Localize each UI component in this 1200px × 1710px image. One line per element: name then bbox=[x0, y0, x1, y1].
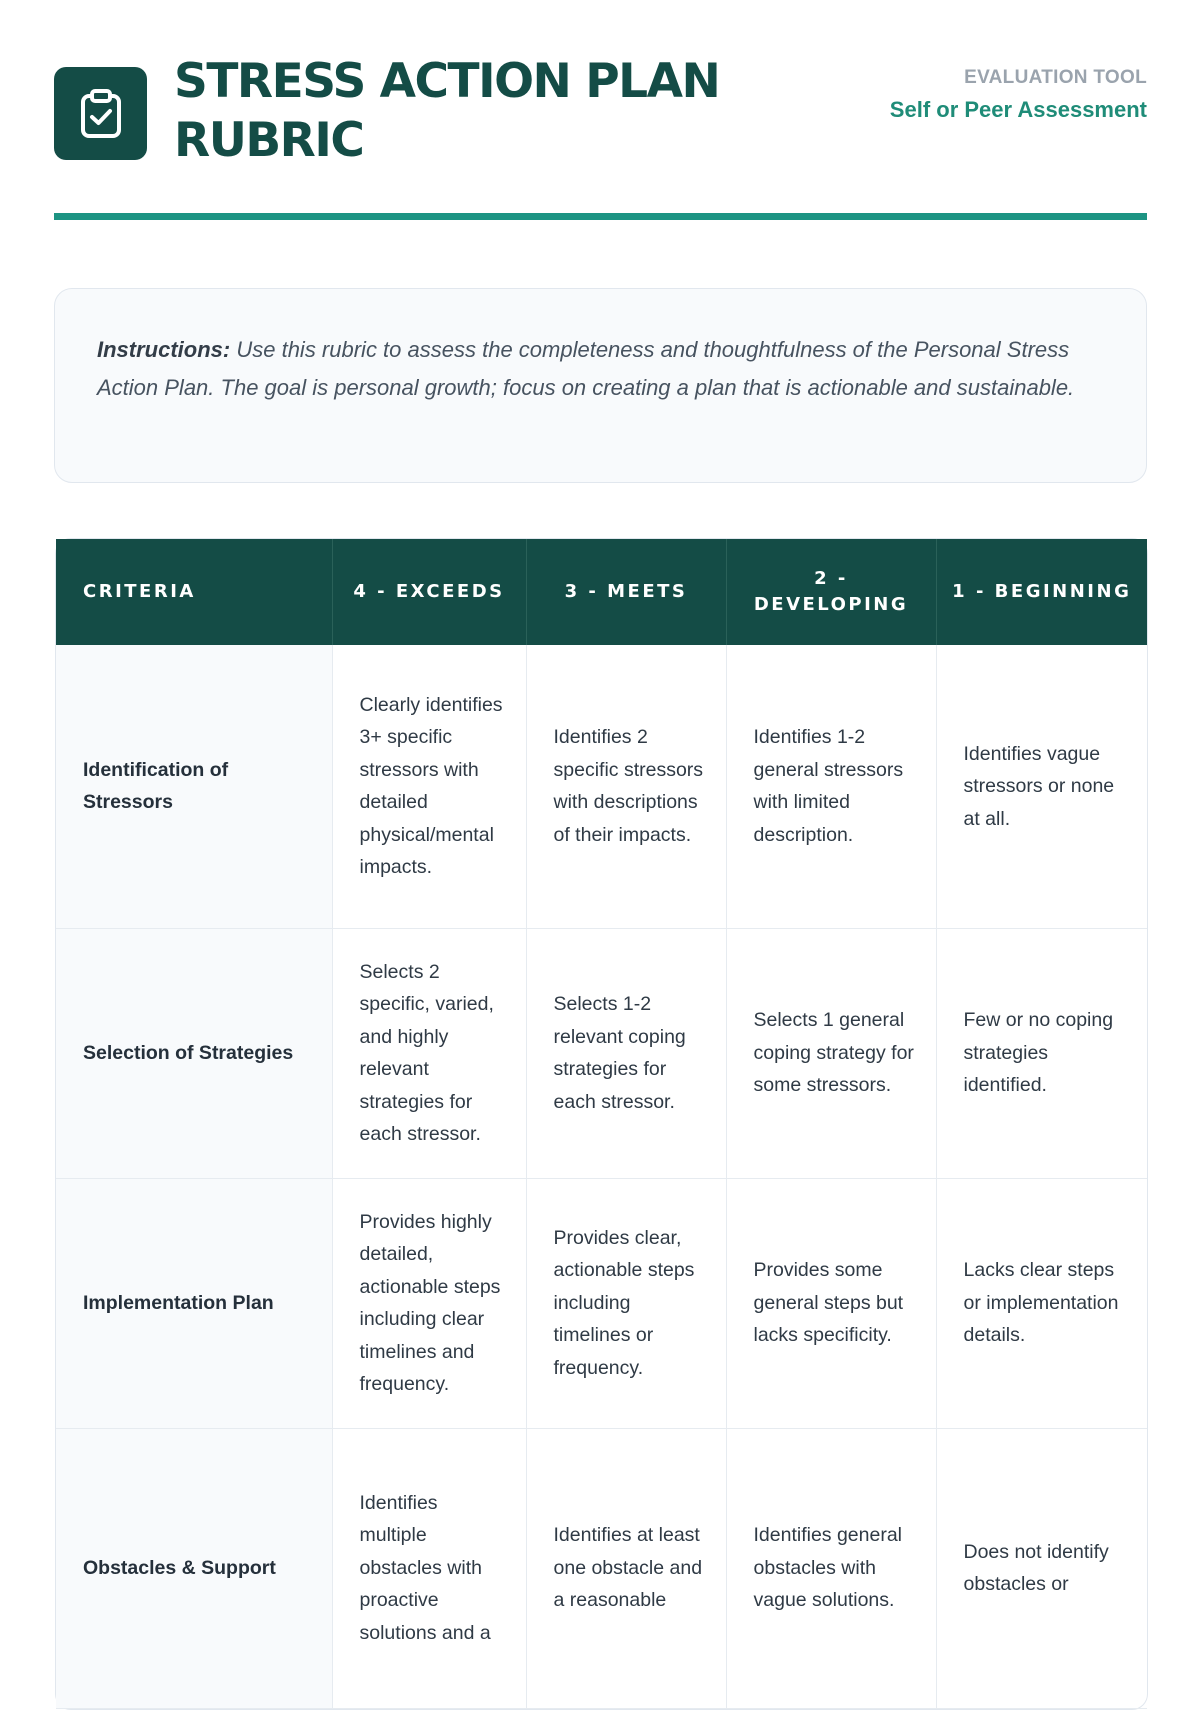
column-header-developing: 2 - DEVELOPING bbox=[726, 539, 936, 645]
column-header-meets: 3 - MEETS bbox=[526, 539, 726, 645]
beginning-cell: Does not identify obstacles or bbox=[936, 1428, 1147, 1708]
meets-cell: Identifies 2 specific stressors with descriptions of their impacts. bbox=[526, 645, 726, 928]
instructions-text bbox=[97, 331, 1104, 407]
evaluation-label: EVALUATION TOOL bbox=[964, 67, 1147, 88]
exceeds-cell: Selects 2 specific, varied, and highly relevant strategies for each stressor. bbox=[332, 928, 526, 1178]
exceeds-cell: Provides highly detailed, actionable steps including clear timelines and frequency. bbox=[332, 1178, 526, 1428]
developing-cell: Identifies 1-2 general stressors with limited description. bbox=[726, 645, 936, 928]
exceeds-cell: Clearly identifies 3+ specific stressors with detailed physical/mental impacts. bbox=[332, 645, 526, 928]
table-row bbox=[56, 1428, 1147, 1708]
header bbox=[54, 52, 1147, 172]
meets-cell: Identifies at least one obstacle and a reasonable bbox=[526, 1428, 726, 1708]
column-header-criteria: CRITERIA bbox=[56, 539, 332, 645]
meets-cell: Provides clear, actionable steps including timelines or frequency. bbox=[526, 1178, 726, 1428]
table-row bbox=[56, 1178, 1147, 1428]
evaluation-info bbox=[887, 66, 1147, 126]
instructions-body: Use this rubric to assess the completeness and thoughtfulness of the Personal Stress Action Plan. The goal is personal growth; focus on creating a plan that is actionable and sustainable. bbox=[97, 337, 1075, 400]
beginning-cell: Lacks clear steps or implementation details. bbox=[936, 1178, 1147, 1428]
beginning-cell: Few or no coping strategies identified. bbox=[936, 928, 1147, 1178]
rubric-table bbox=[55, 538, 1148, 1710]
criteria-cell: Selection of Strategies bbox=[56, 928, 332, 1178]
table-row bbox=[56, 645, 1147, 928]
table-header-row bbox=[56, 539, 1147, 645]
clipboard-check-icon bbox=[79, 89, 123, 139]
developing-cell: Selects 1 general coping strategy for some stressors. bbox=[726, 928, 936, 1178]
table-row bbox=[56, 928, 1147, 1178]
criteria-cell: Obstacles & Support bbox=[56, 1428, 332, 1708]
evaluation-type: Self or Peer Assessment bbox=[889, 97, 1147, 122]
logo-badge bbox=[54, 67, 147, 160]
column-header-exceeds: 4 - EXCEEDS bbox=[332, 539, 526, 645]
column-header-beginning: 1 - BEGINNING bbox=[936, 539, 1147, 645]
criteria-cell: Implementation Plan bbox=[56, 1178, 332, 1428]
beginning-cell: Identifies vague stressors or none at all. bbox=[936, 645, 1147, 928]
developing-cell: Identifies general obstacles with vague solutions. bbox=[726, 1428, 936, 1708]
exceeds-cell: Identifies multiple obstacles with proactive solutions and a bbox=[332, 1428, 526, 1708]
criteria-cell: Identification of Stressors bbox=[56, 645, 332, 928]
meets-cell: Selects 1-2 relevant coping strategies for each stressor. bbox=[526, 928, 726, 1178]
instructions-box bbox=[54, 288, 1147, 483]
header-divider bbox=[54, 213, 1147, 220]
page-title: STRESS ACTION PLAN RUBRIC bbox=[174, 54, 720, 168]
developing-cell: Provides some general steps but lacks specificity. bbox=[726, 1178, 936, 1428]
instructions-label: Instructions: bbox=[97, 337, 231, 362]
